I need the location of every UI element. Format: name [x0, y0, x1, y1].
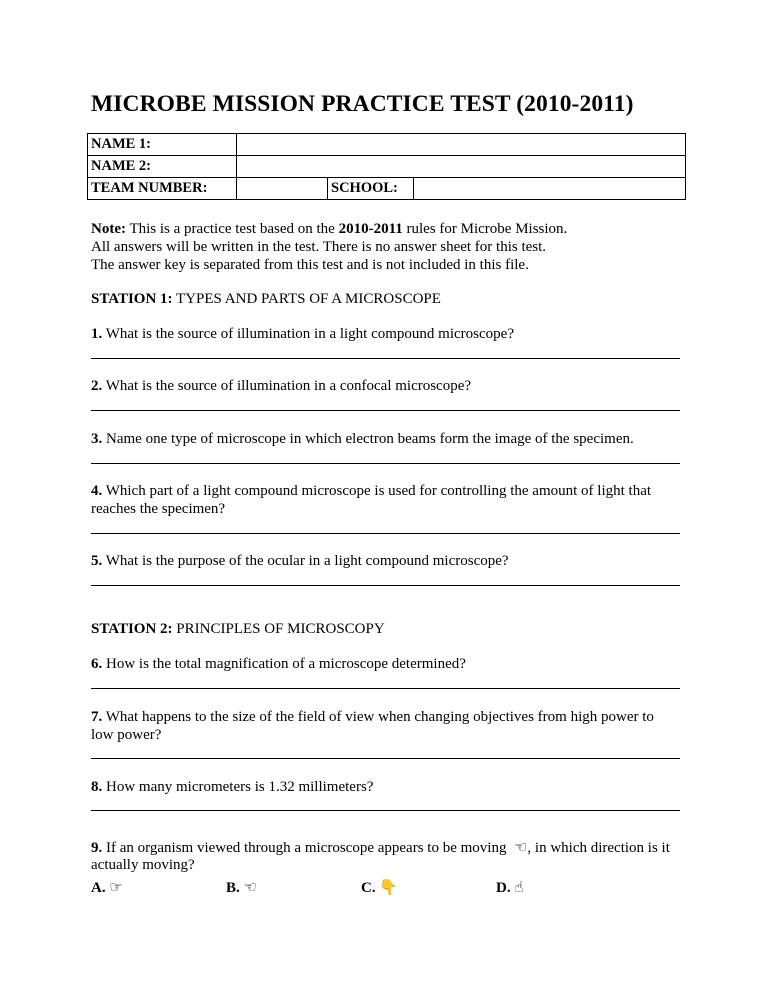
- page-title: MICROBE MISSION PRACTICE TEST (2010-2011): [91, 91, 634, 117]
- note-line-2: All answers will be written in the test. There is no answer sheet for this test.: [91, 239, 547, 255]
- student-info-table: [87, 133, 686, 200]
- station-1-heading: STATION 1: TYPES AND PARTS OF A MICROSCOPE: [91, 291, 441, 307]
- question-9: 9. If an organism viewed through a microscope appears to be moving ☜, in which direction is it: [91, 838, 670, 856]
- name1-field[interactable]: [237, 134, 686, 156]
- hand-pointing-left-icon: ☜: [513, 838, 528, 856]
- question-5: 5. What is the purpose of the ocular in a light compound microscope?: [91, 553, 509, 569]
- option-c[interactable]: C. 👇: [361, 878, 399, 896]
- school-label: SCHOOL:: [328, 178, 414, 200]
- question-9-cont: actually moving?: [91, 857, 195, 873]
- question-2: 2. What is the source of illumination in a confocal microscope?: [91, 378, 472, 394]
- hand-pointing-left-icon: ☜: [243, 878, 257, 896]
- answer-line-6[interactable]: [91, 688, 680, 689]
- answer-line-1[interactable]: [91, 358, 680, 359]
- station-2-heading: STATION 2: PRINCIPLES OF MICROSCOPY: [91, 621, 385, 637]
- answer-line-8[interactable]: [91, 810, 680, 811]
- question-1: 1. What is the source of illumination in a light compound microscope?: [91, 326, 514, 342]
- answer-line-2[interactable]: [91, 410, 680, 411]
- question-3: 3. Name one type of microscope in which electron beams form the image of the specimen.: [91, 431, 634, 447]
- question-7: 7. What happens to the size of the field of view when changing objectives from high power to: [91, 709, 654, 725]
- option-d[interactable]: D. ☝: [496, 878, 524, 896]
- answer-line-5[interactable]: [91, 585, 680, 586]
- answer-line-4[interactable]: [91, 533, 680, 534]
- question-8: 8. How many micrometers is 1.32 millimeters?: [91, 779, 374, 795]
- option-a[interactable]: A. ☞: [91, 878, 123, 896]
- option-b[interactable]: B. ☜: [226, 878, 257, 896]
- hand-pointing-down-icon: 👇: [379, 878, 399, 896]
- answer-line-7[interactable]: [91, 758, 680, 759]
- question-4: 4. Which part of a light compound microscope is used for controlling the amount of light that: [91, 483, 652, 499]
- note-line-1: Note: This is a practice test based on the 2010-2011 rules for Microbe Mission.: [91, 221, 568, 237]
- note-line-3: The answer key is separated from this test and is not included in this file.: [91, 257, 529, 273]
- question-4-cont: reaches the specimen?: [91, 501, 226, 517]
- name1-label: NAME 1:: [88, 134, 237, 156]
- team-number-field[interactable]: [237, 178, 328, 200]
- question-7-cont: low power?: [91, 727, 162, 743]
- school-field[interactable]: [414, 178, 686, 200]
- question-6: 6. How is the total magnification of a microscope determined?: [91, 656, 466, 672]
- hand-pointing-up-icon: ☝: [514, 878, 524, 896]
- hand-pointing-right-icon: ☞: [109, 878, 123, 896]
- name2-label: NAME 2:: [88, 156, 237, 178]
- team-number-label: TEAM NUMBER:: [88, 178, 237, 200]
- name2-field[interactable]: [237, 156, 686, 178]
- answer-line-3[interactable]: [91, 463, 680, 464]
